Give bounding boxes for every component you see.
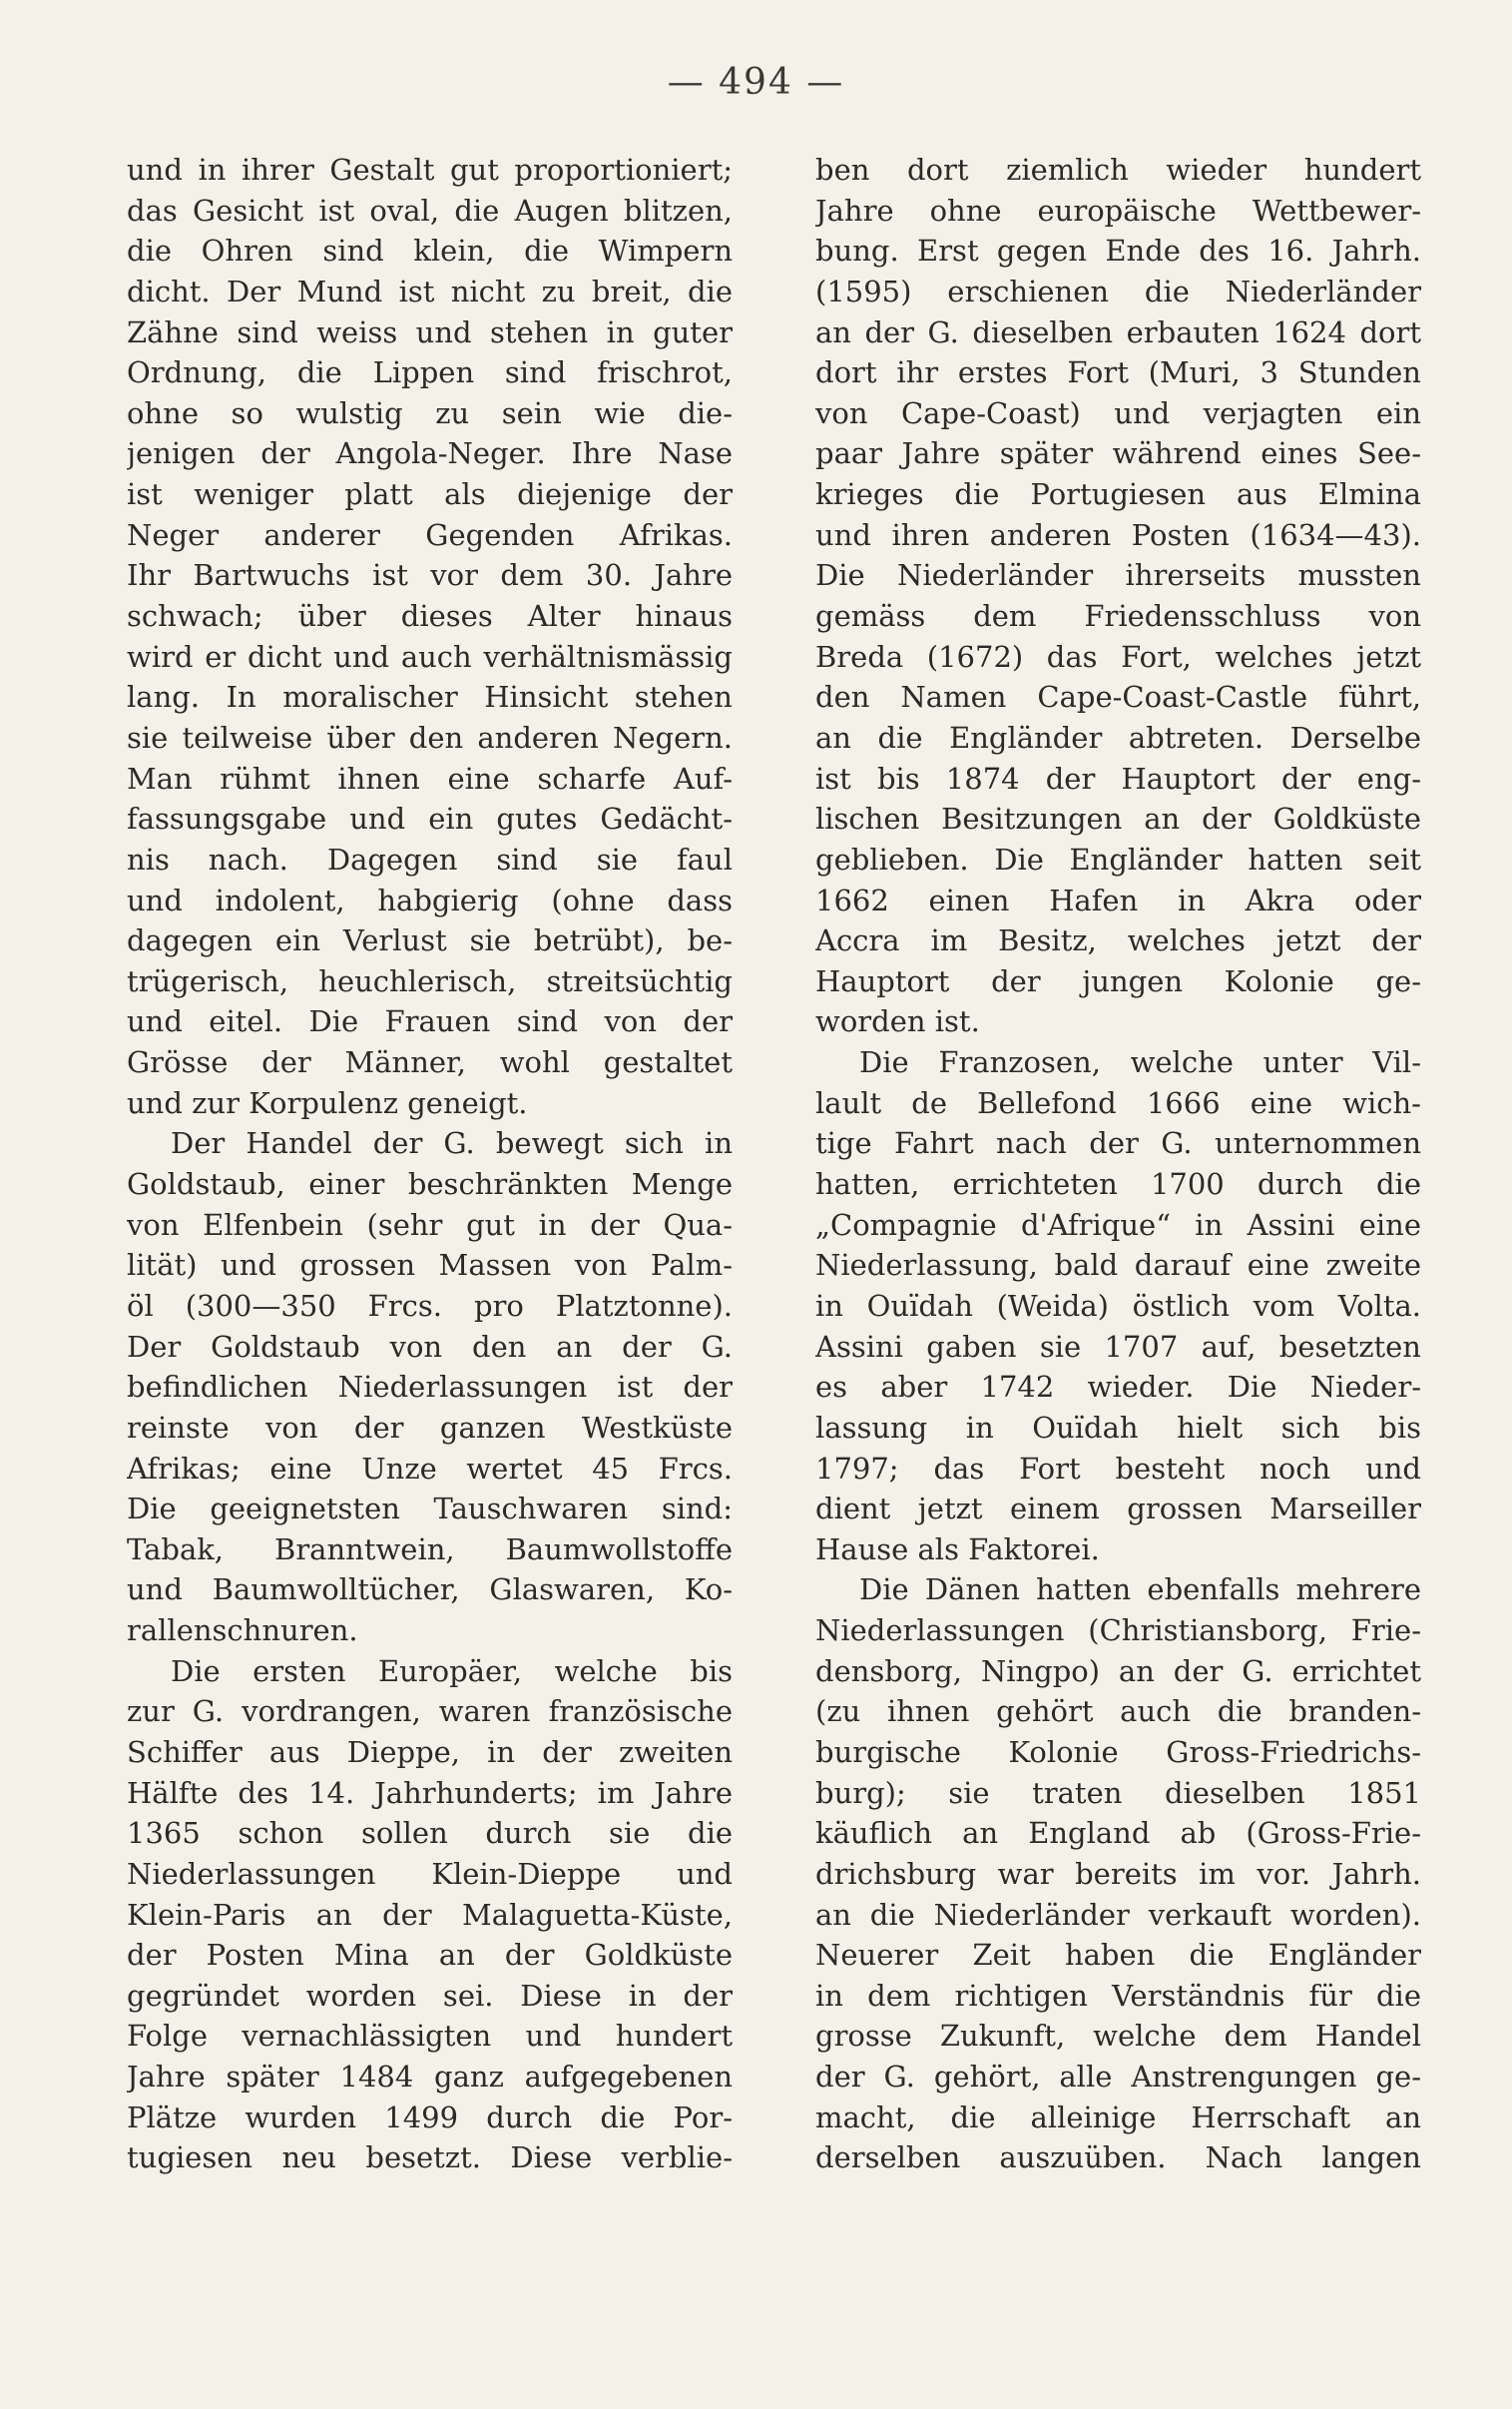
text-line: ben dort ziemlich wieder hundert: [815, 153, 1421, 187]
text-line: Der Goldstaub von den an der G.: [127, 1329, 733, 1364]
text-line: und in ihrer Gestalt gut proportioniert;: [127, 153, 733, 187]
text-line: und indolent, habgierig (ohne dass: [127, 883, 733, 917]
text-line: von Elfenbein (sehr gut in der Qua-: [127, 1207, 733, 1242]
text-line: und eitel. Die Frauen sind von der: [127, 1004, 733, 1039]
text-line: „Compagnie d'Afrique“ in Assini eine: [815, 1207, 1421, 1242]
text-line: hatten, errichteten 1700 durch die: [815, 1167, 1421, 1202]
text-line: die Ohren sind klein, die Wimpern: [127, 234, 733, 269]
text-line: Der Handel der G. bewegt sich in: [171, 1126, 733, 1161]
text-line: der G. gehört, alle Anstrengungen ge-: [815, 2060, 1421, 2095]
text-line: dient jetzt einem grossen Marseiller: [815, 1492, 1421, 1526]
text-line: Neger anderer Gegenden Afrikas.: [127, 517, 733, 552]
text-line: burg); sie traten dieselben 1851: [815, 1775, 1421, 1810]
text-line: Goldstaub, einer beschränkten Menge: [127, 1167, 733, 1202]
text-line: ist bis 1874 der Hauptort der eng-: [815, 761, 1421, 796]
text-line: den Namen Cape-Coast-Castle führt,: [815, 680, 1421, 715]
text-line: nis nach. Dagegen sind sie faul: [127, 842, 733, 877]
text-line: Accra im Besitz, welches jetzt der: [815, 923, 1421, 958]
text-line: Plätze wurden 1499 durch die Por-: [127, 2100, 733, 2134]
text-line: tige Fahrt nach der G. unternommen: [815, 1126, 1421, 1161]
text-line: Niederlassungen (Christiansborg, Frie-: [815, 1613, 1421, 1648]
text-line: drichsburg war bereits im vor. Jahrh.: [815, 1856, 1421, 1891]
text-line: grosse Zukunft, welche dem Handel: [815, 2019, 1421, 2054]
text-line: burgische Kolonie Gross-Friedrichs-: [815, 1734, 1421, 1769]
text-line: Hause als Faktorei.: [815, 1531, 1100, 1566]
text-line: Die Franzosen, welche unter Vil-: [859, 1045, 1421, 1080]
text-line: (zu ihnen gehört auch die branden-: [815, 1694, 1421, 1729]
text-line: es aber 1742 wieder. Die Nieder-: [815, 1370, 1421, 1405]
text-line: Hälfte des 14. Jahrhunderts; im Jahre: [127, 1775, 733, 1810]
text-line: jenigen der Angola-Neger. Ihre Nase: [127, 436, 733, 471]
text-line: Niederlassung, bald darauf eine zweite: [815, 1248, 1421, 1283]
text-line: lassung in Ouïdah hielt sich bis: [815, 1410, 1421, 1445]
text-line: dagegen ein Verlust sie betrübt), be-: [127, 923, 733, 958]
text-line: Tabak, Branntwein, Baumwollstoffe: [127, 1531, 733, 1566]
text-line: dicht. Der Mund ist nicht zu breit, die: [127, 274, 733, 308]
page-number: — 494 —: [667, 62, 845, 103]
text-line: fassungsgabe und ein gutes Gedächt-: [127, 802, 733, 837]
text-line: gegründet worden sei. Diese in der: [127, 1978, 733, 2013]
text-line: in dem richtigen Verständnis für die: [815, 1978, 1421, 2013]
text-line: Assini gaben sie 1707 auf, besetzten: [815, 1329, 1421, 1364]
text-line: an die Niederländer verkauft worden).: [815, 1897, 1421, 1932]
text-line: in Ouïdah (Weida) östlich vom Volta.: [815, 1288, 1421, 1323]
text-line: dort ihr erstes Fort (Muri, 3 Stunden: [815, 355, 1421, 390]
text-line: reinste von der ganzen Westküste: [127, 1410, 733, 1445]
text-line: Jahre ohne europäische Wettbewer-: [815, 193, 1421, 228]
text-line: Die Dänen hatten ebenfalls mehrere: [859, 1572, 1421, 1607]
text-line: an die Engländer abtreten. Derselbe: [815, 720, 1421, 755]
text-line: lität) und grossen Massen von Palm-: [127, 1248, 733, 1283]
text-line: rallenschnuren.: [127, 1613, 358, 1648]
right-column: [815, 150, 1421, 2178]
text-line: Die Niederländer ihrerseits mussten: [815, 558, 1421, 593]
text-line: ohne so wulstig zu sein wie die-: [127, 395, 733, 430]
text-line: tugiesen neu besetzt. Diese verblie-: [127, 2140, 733, 2175]
text-line: Man rühmt ihnen eine scharfe Auf-: [127, 761, 733, 796]
text-line: worden ist.: [815, 1004, 980, 1039]
text-line: paar Jahre später während eines See-: [815, 436, 1421, 471]
text-line: gemäss dem Friedensschluss von: [815, 599, 1421, 634]
text-line: und Baumwolltücher, Glaswaren, Ko-: [127, 1572, 733, 1607]
text-line: ist weniger platt als diejenige der: [127, 477, 733, 512]
text-line: (1595) erschienen die Niederländer: [815, 274, 1421, 308]
text-line: Folge vernachlässigten und hundert: [127, 2019, 733, 2054]
text-line: Zähne sind weiss und stehen in guter: [127, 314, 733, 349]
text-line: 1662 einen Hafen in Akra oder: [815, 883, 1421, 917]
text-line: Neuerer Zeit haben die Engländer: [815, 1938, 1421, 1973]
text-line: befindlichen Niederlassungen ist der: [127, 1370, 733, 1405]
text-line: von Cape-Coast) und verjagten ein: [815, 395, 1421, 430]
text-line: Schiffer aus Dieppe, in der zweiten: [127, 1734, 733, 1769]
text-line: käuflich an England ab (Gross-Frie-: [815, 1816, 1421, 1851]
text-line: und ihren anderen Posten (1634—43).: [815, 517, 1421, 552]
text-line: öl (300—350 Frcs. pro Platztonne).: [127, 1288, 733, 1323]
left-column: [127, 150, 733, 2178]
text-line: und zur Korpulenz geneigt.: [127, 1085, 528, 1120]
text-line: der Posten Mina an der Goldküste: [127, 1938, 733, 1973]
text-line: an der G. dieselben erbauten 1624 dort: [815, 314, 1421, 349]
text-line: lischen Besitzungen an der Goldküste: [815, 802, 1421, 837]
text-line: 1365 schon sollen durch sie die: [127, 1816, 733, 1851]
text-line: wird er dicht und auch verhältnismässig: [127, 639, 733, 674]
text-line: Die geeignetsten Tauschwaren sind:: [127, 1492, 733, 1526]
text-line: lang. In moralischer Hinsicht stehen: [127, 680, 733, 715]
text-line: Die ersten Europäer, welche bis: [171, 1653, 733, 1688]
text-line: 1797; das Fort besteht noch und: [815, 1451, 1421, 1486]
text-line: Niederlassungen Klein-Dieppe und: [127, 1856, 733, 1891]
text-line: Grösse der Männer, wohl gestaltet: [127, 1045, 733, 1080]
text-line: bung. Erst gegen Ende des 16. Jahrh.: [815, 234, 1421, 269]
text-line: Ordnung, die Lippen sind frischrot,: [127, 355, 733, 390]
text-line: derselben auszuüben. Nach langen: [815, 2140, 1421, 2175]
text-line: Breda (1672) das Fort, welches jetzt: [815, 639, 1421, 674]
text-line: Jahre später 1484 ganz aufgegebenen: [127, 2060, 733, 2095]
text-line: das Gesicht ist oval, die Augen blitzen,: [127, 193, 733, 228]
text-line: Klein-Paris an der Malaguetta-Küste,: [127, 1897, 733, 1932]
text-line: geblieben. Die Engländer hatten seit: [815, 842, 1421, 877]
text-line: Afrikas; eine Unze wertet 45 Frcs.: [127, 1451, 733, 1486]
text-line: schwach; über dieses Alter hinaus: [127, 599, 733, 634]
text-line: Ihr Bartwuchs ist vor dem 30. Jahre: [127, 558, 733, 593]
text-line: Hauptort der jungen Kolonie ge-: [815, 963, 1421, 998]
text-line: zur G. vordrangen, waren französische: [127, 1694, 733, 1729]
text-line: macht, die alleinige Herrschaft an: [815, 2100, 1421, 2134]
text-line: krieges die Portugiesen aus Elmina: [815, 477, 1421, 512]
text-line: lault de Bellefond 1666 eine wich-: [815, 1085, 1421, 1120]
text-line: densborg, Ningpo) an der G. errichtet: [815, 1653, 1421, 1688]
text-line: sie teilweise über den anderen Negern.: [127, 720, 733, 755]
text-line: trügerisch, heuchlerisch, streitsüchtig: [127, 963, 733, 998]
